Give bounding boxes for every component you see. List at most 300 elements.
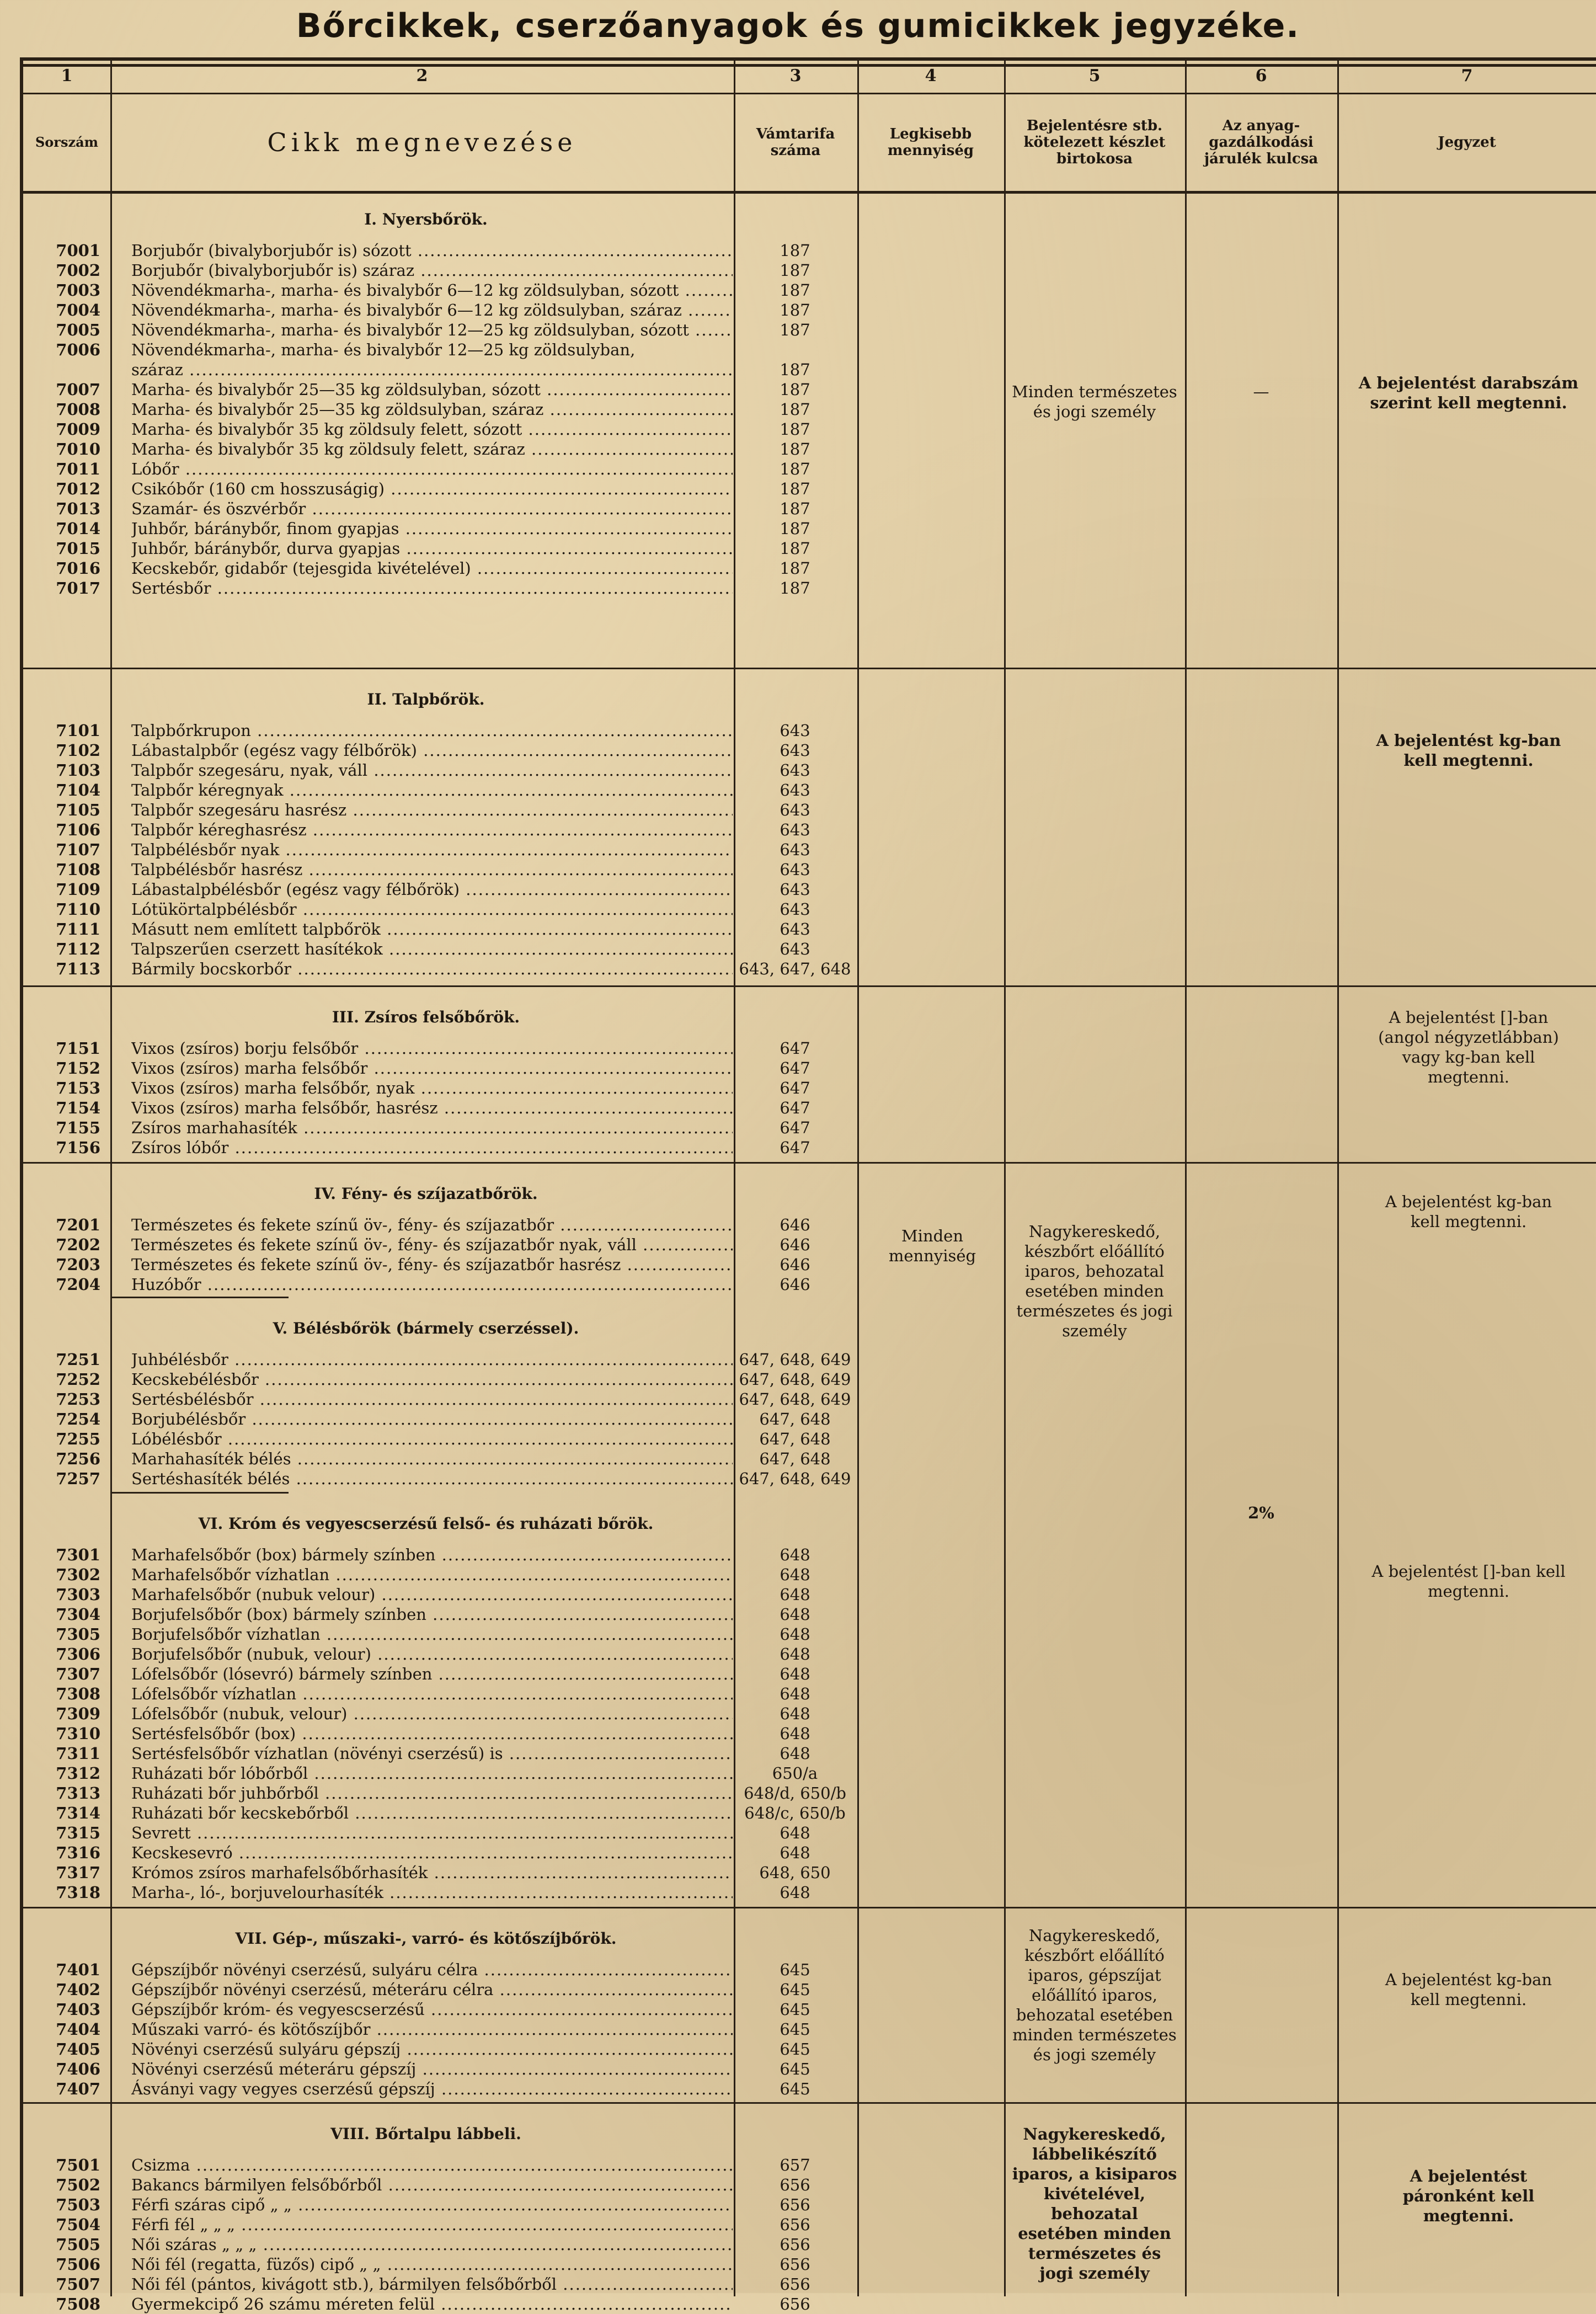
tariff-number: 643 bbox=[780, 721, 810, 740]
serial-number: 7006 bbox=[56, 340, 100, 359]
serial-number: 7014 bbox=[56, 519, 100, 538]
item-name: Lóbőr ..... bbox=[131, 459, 733, 479]
section-rule bbox=[23, 668, 1596, 669]
table-row bbox=[23, 320, 857, 340]
item-name: Marha- és bivalybőr 25—35 kg zöldsulyban, sózott ..... bbox=[131, 380, 733, 399]
tariff-number: 648 bbox=[780, 1545, 810, 1564]
table-row bbox=[23, 840, 857, 860]
item-name: Női fél (regatta, füzős) cipő „ „ ..... bbox=[131, 2254, 733, 2274]
serial-number: 7312 bbox=[56, 1764, 100, 1783]
tariff-number: 648 bbox=[780, 1625, 810, 1644]
item-name: Gyermekcipő 26 számu méreten felül ..... bbox=[131, 2294, 733, 2314]
item-name: Sertésfelsőbőr (box) ..... bbox=[131, 1724, 733, 1744]
table-row bbox=[23, 419, 857, 439]
tariff-number: 646 bbox=[780, 1255, 810, 1274]
table-row bbox=[23, 1724, 857, 1744]
section-title: V. Bélésbőrök (bármely cserzéssel). bbox=[273, 1319, 579, 1337]
serial-number: 7507 bbox=[56, 2275, 100, 2294]
item-name: Krómos zsíros marhafelsőbőrhasíték ..... bbox=[131, 1863, 733, 1883]
item-name: Talpbőr kéreghasrész ..... bbox=[131, 820, 733, 840]
tariff-number: 187 bbox=[780, 241, 810, 260]
table-row bbox=[23, 939, 857, 959]
tariff-number: 645 bbox=[780, 2080, 810, 2098]
tariff-number: 187 bbox=[780, 479, 810, 498]
serial-number: 7316 bbox=[56, 1843, 100, 1862]
item-name: Bármily bocskorbőr ..... bbox=[131, 959, 733, 979]
item-name: Borjubőr (bivalyborjubőr is) sózott ..... bbox=[131, 241, 733, 260]
serial-number: 7005 bbox=[56, 321, 100, 339]
table-row bbox=[23, 1664, 857, 1684]
serial-number: 7152 bbox=[56, 1059, 100, 1078]
item-name: Marha- és bivalybőr 35 kg zöldsuly felett, száraz ..... bbox=[131, 439, 733, 459]
table-row bbox=[23, 1078, 857, 1098]
item-name: Vixos (zsíros) marha felsőbőr ..... bbox=[131, 1058, 733, 1078]
item-name: Növényi cserzésű sulyáru gépszíj ..... bbox=[131, 2039, 733, 2059]
serial-number: 7314 bbox=[56, 1804, 100, 1822]
table-row bbox=[23, 2059, 857, 2079]
column-number: 2 bbox=[416, 66, 428, 86]
table-row bbox=[23, 1684, 857, 1704]
serial-number: 7508 bbox=[56, 2295, 100, 2313]
remark-1: A bejelentést darabszám szerint kell megtenni. bbox=[1358, 374, 1579, 412]
item-name: Huzóbőr ..... bbox=[131, 1275, 733, 1294]
tariff-number: 648 bbox=[780, 1565, 810, 1584]
table-row bbox=[23, 2274, 857, 2294]
serial-number: 7505 bbox=[56, 2235, 100, 2254]
table-row bbox=[23, 780, 857, 800]
item-name: Sevrett ..... bbox=[131, 1823, 733, 1843]
serial-number: 7306 bbox=[56, 1645, 100, 1663]
serial-number: 7104 bbox=[56, 781, 100, 799]
table-row bbox=[23, 959, 857, 979]
table-row bbox=[23, 2294, 857, 2314]
serial-number: 7202 bbox=[56, 1235, 100, 1254]
item-name: Vixos (zsíros) borju felsőbőr ..... bbox=[131, 1038, 733, 1058]
table-row bbox=[23, 260, 857, 280]
tariff-number: 187 bbox=[780, 400, 810, 419]
table-row bbox=[23, 1429, 857, 1449]
table-row bbox=[23, 1783, 857, 1803]
column-number: 6 bbox=[1255, 66, 1267, 86]
item-name: Zsíros lóbőr ..... bbox=[131, 1138, 733, 1158]
serial-number: 7003 bbox=[56, 281, 100, 300]
tariff-number: 187 bbox=[780, 360, 810, 379]
tariff-number: 647, 648, 649 bbox=[739, 1350, 851, 1369]
tariff-number: 187 bbox=[780, 539, 810, 558]
remark-6: A bejelentést []-ban kell megtenni. bbox=[1371, 1562, 1566, 1601]
item-name: Kecskesevró ..... bbox=[131, 1843, 733, 1863]
item-name: Növendékmarha-, marha- és bivalybőr 6—12 kg zöldsulyban, sózott ..... bbox=[131, 280, 733, 300]
table-row bbox=[23, 2195, 857, 2215]
col-rule bbox=[857, 61, 859, 2296]
table-row bbox=[23, 241, 857, 260]
section-rule bbox=[23, 985, 1596, 987]
holder-note-7: Nagykereskedő, készbőrt előállító iparos, gépszíjat előállító iparos, behozatal esetében minden természetes és jogi személy bbox=[1012, 1926, 1177, 2064]
table-row bbox=[23, 820, 857, 840]
column-number: 3 bbox=[789, 66, 802, 86]
tariff-number: 648, 650 bbox=[759, 1863, 831, 1882]
tariff-number: 646 bbox=[780, 1235, 810, 1254]
tariff-number: 647 bbox=[780, 1118, 810, 1137]
tariff-number: 645 bbox=[780, 1960, 810, 1979]
serial-number: 7501 bbox=[56, 2156, 100, 2174]
item-name: Lóbélésbőr ..... bbox=[131, 1429, 733, 1449]
item-name: Természetes és fekete színű öv-, fény- és szíjazatbőr ..... bbox=[131, 1215, 733, 1235]
tariff-number: 187 bbox=[780, 420, 810, 439]
tariff-number: 645 bbox=[780, 2040, 810, 2059]
serial-number: 7102 bbox=[56, 741, 100, 760]
table-row bbox=[23, 2000, 857, 2019]
serial-number: 7304 bbox=[56, 1605, 100, 1624]
tariff-number: 656 bbox=[780, 2275, 810, 2294]
tariff-number: 647, 648, 649 bbox=[739, 1390, 851, 1409]
item-name: Lófelsőbőr vízhatlan ..... bbox=[131, 1684, 733, 1704]
serial-number: 7154 bbox=[56, 1099, 100, 1117]
item-name: Lófelsőbőr (lósevró) bármely színben ..... bbox=[131, 1664, 733, 1684]
table-row bbox=[23, 459, 857, 479]
item-name: Kecskebőr, gidabőr (tejesgida kivételével) ..... bbox=[131, 558, 733, 578]
column-number: 4 bbox=[925, 66, 937, 86]
table-row bbox=[23, 1058, 857, 1078]
serial-number: 7255 bbox=[56, 1430, 100, 1448]
header-serial: Sorszám bbox=[35, 134, 99, 150]
tariff-number: 657 bbox=[780, 2156, 810, 2174]
serial-number: 7107 bbox=[56, 840, 100, 859]
tariff-number: 648 bbox=[780, 1665, 810, 1683]
serial-number: 7502 bbox=[56, 2176, 100, 2194]
tariff-number: 647, 648, 649 bbox=[739, 1469, 851, 1488]
serial-number: 7318 bbox=[56, 1883, 100, 1902]
table-row bbox=[23, 1565, 857, 1585]
tariff-number: 643 bbox=[780, 820, 810, 839]
section-title: VIII. Bőrtalpu lábbeli. bbox=[330, 2125, 521, 2143]
col-rule bbox=[1004, 61, 1006, 2296]
serial-number: 7010 bbox=[56, 440, 100, 458]
serial-number: 7109 bbox=[56, 880, 100, 899]
table-row bbox=[23, 1255, 857, 1275]
item-name: Ruházati bőr juhbőrből ..... bbox=[131, 1783, 733, 1803]
serial-number: 7204 bbox=[56, 1275, 100, 1294]
header-item-name: Cikk megnevezése bbox=[267, 127, 577, 157]
tariff-number: 647 bbox=[780, 1099, 810, 1117]
remark-8: A bejelentést páronként kell megtenni. bbox=[1402, 2167, 1535, 2225]
serial-number: 7310 bbox=[56, 1724, 100, 1743]
table-row bbox=[23, 1843, 857, 1863]
item-name: Gépszíjbőr növényi cserzésű, sulyáru célra ..... bbox=[131, 1960, 733, 1980]
table-row bbox=[23, 1215, 857, 1235]
header-rule bbox=[23, 191, 1596, 194]
item-name: Talpbőr szegesáru, nyak, váll ..... bbox=[131, 760, 733, 780]
serial-number: 7307 bbox=[56, 1665, 100, 1683]
serial-number: 7311 bbox=[56, 1744, 100, 1763]
item-name: Növendékmarha-, marha- és bivalybőr 6—12 kg zöldsulyban, száraz ..... bbox=[131, 300, 733, 320]
table-row bbox=[23, 1545, 857, 1565]
table-row bbox=[23, 1098, 857, 1118]
tariff-number: 647, 648 bbox=[759, 1430, 831, 1448]
tariff-number: 643 bbox=[780, 920, 810, 939]
section-title: III. Zsíros felsőbőrök. bbox=[332, 1008, 520, 1026]
section-title: VI. Króm és vegyescserzésű felső- és ruházati bőrök. bbox=[198, 1515, 654, 1533]
item-name: Lófelsőbőr (nubuk, velour) ..... bbox=[131, 1704, 733, 1724]
table-row bbox=[23, 1235, 857, 1255]
header-rate: Az anyag-gazdálkodási járulék kulcsa bbox=[1204, 118, 1319, 167]
tariff-number: 656 bbox=[780, 2195, 810, 2214]
remark-2: A bejelentést kg-ban kell megtenni. bbox=[1376, 731, 1561, 770]
serial-number: 7151 bbox=[56, 1039, 100, 1058]
table-row bbox=[23, 1863, 857, 1883]
serial-number: 7015 bbox=[56, 539, 100, 558]
table-row bbox=[23, 1449, 857, 1469]
section-rule bbox=[110, 1492, 289, 1494]
item-name: Talpbélésbőr nyak ..... bbox=[131, 840, 733, 860]
item-name: Borjufelsőbőr (box) bármely színben ..... bbox=[131, 1604, 733, 1624]
serial-number: 7308 bbox=[56, 1684, 100, 1703]
table-row bbox=[23, 1980, 857, 2000]
section-rule bbox=[23, 2102, 1596, 2104]
item-name: Marha-, ló-, borjuvelourhasíték ..... bbox=[131, 1883, 733, 1902]
table-row bbox=[23, 1624, 857, 1644]
serial-number: 7001 bbox=[56, 241, 100, 260]
serial-number: 7203 bbox=[56, 1255, 100, 1274]
item-name: Marhafelsőbőr vízhatlan ..... bbox=[131, 1565, 733, 1585]
serial-number: 7257 bbox=[56, 1469, 100, 1488]
item-name: Sertésbőr ..... bbox=[131, 578, 733, 598]
item-name: Kecskebélésbőr ..... bbox=[131, 1369, 733, 1389]
tariff-number: 643 bbox=[780, 840, 810, 859]
table-row bbox=[23, 1469, 857, 1489]
item-name: Szamár- és öszvérbőr ..... bbox=[131, 499, 733, 519]
item-name: Marhahasíték bélés ..... bbox=[131, 1449, 733, 1469]
item-name: száraz ..... bbox=[131, 360, 733, 380]
tariff-number: 187 bbox=[780, 380, 810, 399]
item-name: Vixos (zsíros) marha felsőbőr, nyak ..... bbox=[131, 1078, 733, 1098]
section-title: VII. Gép-, műszaki-, varró- és kötőszíjbőrök. bbox=[235, 1929, 617, 1948]
table-row bbox=[23, 1823, 857, 1843]
table-row bbox=[23, 1960, 857, 1980]
serial-number: 7251 bbox=[56, 1350, 100, 1369]
serial-number: 7201 bbox=[56, 1215, 100, 1234]
item-name: Marha- és bivalybőr 25—35 kg zöldsulyban, száraz ..... bbox=[131, 399, 733, 419]
tariff-number: 645 bbox=[780, 2060, 810, 2078]
tariff-number: 648 bbox=[780, 1744, 810, 1763]
tariff-number: 648 bbox=[780, 1684, 810, 1703]
item-name: Borjufelsőbőr (nubuk, velour) ..... bbox=[131, 1644, 733, 1664]
section-rule bbox=[23, 1162, 1596, 1164]
serial-number: 7252 bbox=[56, 1370, 100, 1389]
serial-number: 7113 bbox=[56, 959, 100, 978]
serial-number: 7004 bbox=[56, 301, 100, 319]
serial-number: 7256 bbox=[56, 1449, 100, 1468]
tariff-number: 656 bbox=[780, 2215, 810, 2234]
tariff-number: 656 bbox=[780, 2255, 810, 2274]
tariff-number: 187 bbox=[780, 579, 810, 598]
header-min-quantity: Legkisebb mennyiség bbox=[887, 126, 974, 159]
serial-number: 7011 bbox=[56, 460, 100, 478]
serial-number: 7302 bbox=[56, 1565, 100, 1584]
table-row bbox=[23, 1369, 857, 1389]
table-row bbox=[23, 1118, 857, 1138]
rate-note-1: — bbox=[1253, 382, 1269, 401]
item-name: Ruházati bőr lóbőrből ..... bbox=[131, 1763, 733, 1783]
item-name: Lábastalpbőr (egész vagy félbőrök) ..... bbox=[131, 740, 733, 760]
tariff-number: 648/c, 650/b bbox=[744, 1804, 846, 1822]
tariff-number: 643, 647, 648 bbox=[739, 959, 851, 978]
serial-number: 7406 bbox=[56, 2060, 100, 2078]
item-name: Csizma ..... bbox=[131, 2155, 733, 2175]
item-name: Növendékmarha-, marha- és bivalybőr 12—25 kg zöldsulyban, bbox=[131, 340, 636, 359]
item-name: Borjubőr (bivalyborjubőr is) száraz ..... bbox=[131, 260, 733, 280]
table-row bbox=[23, 1763, 857, 1783]
item-name: Gépszíjbőr növényi cserzésű, méteráru célra ..... bbox=[131, 1980, 733, 2000]
tariff-number: 647 bbox=[780, 1138, 810, 1157]
tariff-number: 648 bbox=[780, 1824, 810, 1842]
table-row bbox=[23, 800, 857, 820]
item-name: Sertéshasíték bélés ..... bbox=[131, 1469, 733, 1489]
serial-number: 7313 bbox=[56, 1784, 100, 1803]
tariff-number: 646 bbox=[780, 1215, 810, 1234]
serial-number: 7403 bbox=[56, 2000, 100, 2019]
item-name: Talpbélésbőr hasrész ..... bbox=[131, 860, 733, 879]
serial-number: 7108 bbox=[56, 860, 100, 879]
remark-7: A bejelentést kg-ban kell megtenni. bbox=[1385, 1970, 1552, 2009]
tariff-number: 187 bbox=[780, 460, 810, 478]
tariff-number: 647 bbox=[780, 1039, 810, 1058]
header-holder: Bejelentésre stb. kötelezett készlet birtokosa bbox=[1023, 118, 1166, 167]
item-name: Talpszerűen cserzett hasítékok ..... bbox=[131, 939, 733, 959]
table-row bbox=[23, 879, 857, 899]
serial-number: 7504 bbox=[56, 2215, 100, 2234]
remark-3: A bejelentést []-ban (angol négyzetlábban) vagy kg-ban kell megtenni. bbox=[1378, 1008, 1559, 1086]
document-title: Bőrcikkek, cserzőanyagok és gumicikkek jegyzéke. bbox=[296, 7, 1300, 45]
min-quantity-note: Minden mennyiség bbox=[888, 1227, 976, 1265]
serial-number: 7156 bbox=[56, 1138, 100, 1157]
item-name: Juhbőr, báránybőr, finom gyapjas ..... bbox=[131, 519, 733, 538]
ledger-table bbox=[20, 57, 1596, 2313]
section-title: II. Talpbőrök. bbox=[367, 690, 485, 708]
section-rule bbox=[110, 1297, 289, 1298]
serial-number: 7402 bbox=[56, 1980, 100, 1999]
table-row bbox=[23, 1038, 857, 1058]
table-row bbox=[23, 2079, 857, 2099]
tariff-number: 648 bbox=[780, 1704, 810, 1723]
tariff-number: 648 bbox=[780, 1645, 810, 1663]
serial-number: 7503 bbox=[56, 2195, 100, 2214]
item-name: Juhbélésbőr ..... bbox=[131, 1350, 733, 1369]
tariff-number: 648 bbox=[780, 1585, 810, 1604]
tariff-number: 643 bbox=[780, 900, 810, 919]
item-name: Másutt nem említett talpbőrök ..... bbox=[131, 919, 733, 939]
serial-number: 7112 bbox=[56, 940, 100, 958]
tariff-number: 647, 648 bbox=[759, 1449, 831, 1468]
table-row bbox=[23, 538, 857, 558]
item-name: Lótükörtalpbélésbőr ..... bbox=[131, 899, 733, 919]
table-row bbox=[23, 1644, 857, 1664]
table-row bbox=[23, 340, 857, 360]
item-name: Csikóbőr (160 cm hosszuságig) ..... bbox=[131, 479, 733, 499]
tariff-number: 648 bbox=[780, 1843, 810, 1862]
column-number: 5 bbox=[1088, 66, 1101, 86]
table-row bbox=[23, 740, 857, 760]
serial-number: 7002 bbox=[56, 261, 100, 280]
serial-number: 7303 bbox=[56, 1585, 100, 1604]
tariff-number: 643 bbox=[780, 801, 810, 819]
serial-number: 7253 bbox=[56, 1390, 100, 1409]
item-name: Női száras „ „ „ ..... bbox=[131, 2235, 733, 2254]
tariff-number: 648/d, 650/b bbox=[744, 1784, 846, 1803]
serial-number: 7254 bbox=[56, 1410, 100, 1428]
serial-number: 7103 bbox=[56, 761, 100, 780]
item-name: Marhafelsőbőr (nubuk velour) ..... bbox=[131, 1585, 733, 1604]
table-row bbox=[23, 2235, 857, 2254]
item-name: Talpbőr szegesáru hasrész ..... bbox=[131, 800, 733, 820]
serial-number: 7013 bbox=[56, 499, 100, 518]
section-rule bbox=[23, 1907, 1596, 1908]
table-row bbox=[23, 1803, 857, 1823]
item-name: Juhbőr, báránybőr, durva gyapjas ..... bbox=[131, 538, 733, 558]
serial-number: 7301 bbox=[56, 1545, 100, 1564]
serial-number: 7110 bbox=[56, 900, 100, 919]
tariff-number: 187 bbox=[780, 559, 810, 578]
tariff-number: 647 bbox=[780, 1059, 810, 1078]
item-name: Ásványi vagy vegyes cserzésű gépszíj ..... bbox=[131, 2079, 733, 2099]
table-row bbox=[23, 1138, 857, 1158]
section-title: IV. Fény- és szíjazatbőrök. bbox=[314, 1185, 538, 1203]
tariff-number: 187 bbox=[780, 301, 810, 319]
tariff-number: 645 bbox=[780, 2000, 810, 2019]
remark-4: A bejelentést kg-ban kell megtenni. bbox=[1385, 1192, 1552, 1231]
table-row bbox=[23, 860, 857, 879]
item-name: Női fél (pántos, kivágott stb.), bármilyen felsőbőrből ..... bbox=[131, 2274, 733, 2294]
item-name: Talpbőr kéregnyak ..... bbox=[131, 780, 733, 800]
serial-number: 7309 bbox=[56, 1704, 100, 1723]
table-row bbox=[23, 360, 857, 380]
table-row bbox=[23, 2039, 857, 2059]
item-name: Zsíros marhahasíték ..... bbox=[131, 1118, 733, 1138]
table-row bbox=[23, 899, 857, 919]
tariff-number: 187 bbox=[780, 281, 810, 300]
table-row bbox=[23, 519, 857, 538]
table-row bbox=[23, 479, 857, 499]
tariff-number: 648 bbox=[780, 1883, 810, 1902]
item-name: Ruházati bőr kecskebőrből ..... bbox=[131, 1803, 733, 1823]
serial-number: 7401 bbox=[56, 1960, 100, 1979]
col-rule bbox=[1185, 61, 1187, 2296]
tariff-number: 645 bbox=[780, 1980, 810, 1999]
serial-number: 7405 bbox=[56, 2040, 100, 2059]
tariff-number: 187 bbox=[780, 321, 810, 339]
item-name: Borjufelsőbőr vízhatlan ..... bbox=[131, 1624, 733, 1644]
item-name: Férfi fél „ „ „ ..... bbox=[131, 2215, 733, 2235]
table-row bbox=[23, 2019, 857, 2039]
serial-number: 7017 bbox=[56, 579, 100, 598]
table-row bbox=[23, 1744, 857, 1763]
tariff-number: 187 bbox=[780, 499, 810, 518]
table-row bbox=[23, 280, 857, 300]
table-row bbox=[23, 578, 857, 598]
serial-number: 7305 bbox=[56, 1625, 100, 1644]
holder-note-4: Nagykereskedő, készbőrt előállító iparos, behozatal esetében minden természetes és jogi személy bbox=[1016, 1222, 1173, 1340]
serial-number: 7153 bbox=[56, 1079, 100, 1097]
table-row bbox=[23, 721, 857, 740]
item-name: Sertésbélésbőr ..... bbox=[131, 1389, 733, 1409]
tariff-number: 648 bbox=[780, 1605, 810, 1624]
tariff-number: 643 bbox=[780, 880, 810, 899]
header-rule bbox=[23, 93, 1596, 94]
table-row bbox=[23, 1389, 857, 1409]
serial-number: 7105 bbox=[56, 801, 100, 819]
item-name: Sertésfelsőbőr vízhatlan (növényi cserzésű) is ..... bbox=[131, 1744, 733, 1763]
item-name: Növényi cserzésű méteráru gépszíj ..... bbox=[131, 2059, 733, 2079]
